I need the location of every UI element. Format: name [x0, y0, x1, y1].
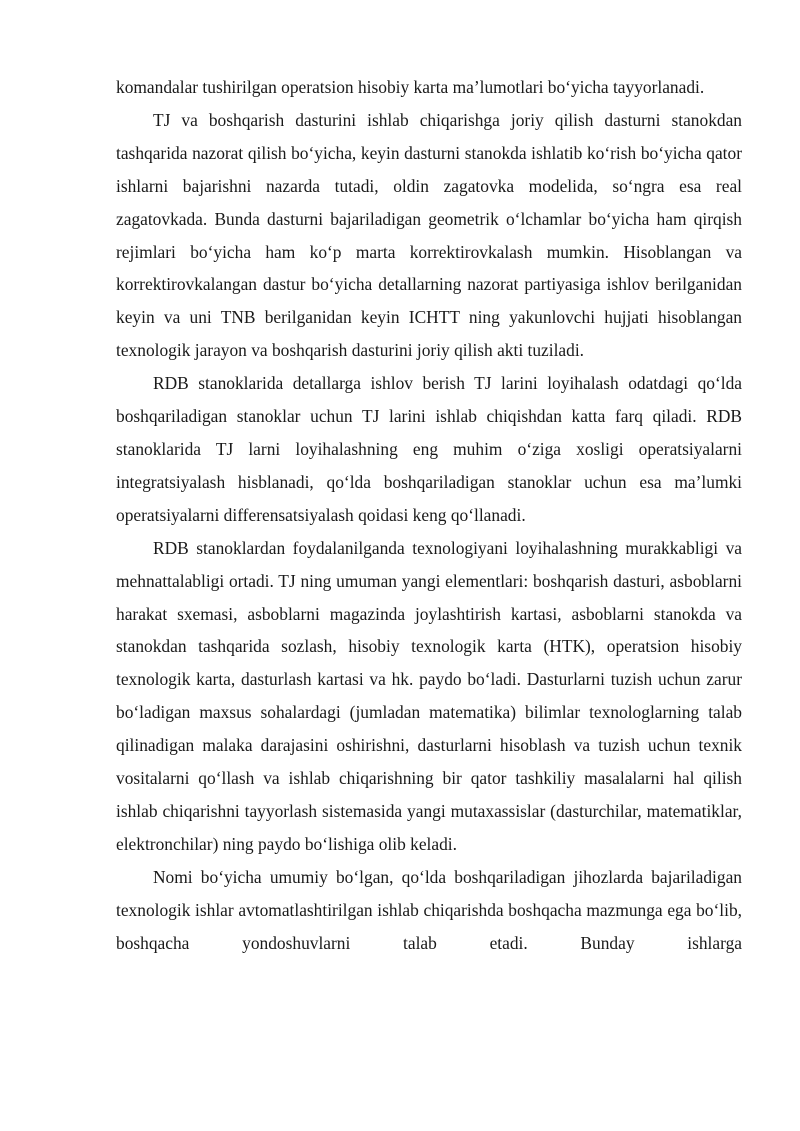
- paragraph-continuation: komandalar tushirilgan operatsion hisobiy karta ma’lumotlari bo‘yicha tayyorlanadi.: [116, 77, 705, 97]
- paragraph-automated-production: Nomi bo‘yicha umumiy bo‘lgan, qo‘lda boshqariladigan jihozlarda bajariladigan texnologik ishlar avtomatlashtirilgan ishlab chiqarishda boshqacha mazmunga ega bo‘lib, boshqacha yondoshuvlarni talab etadi. Bunday ishlarga: [116, 866, 742, 953]
- document-page: [116, 71, 742, 959]
- paragraph-rdb-complexity: RDB stanoklardan foydalanilganda texnologiyani loyihalashning murakkabligi va mehnattalabligi ortadi. TJ ning umuman yangi elementlari: boshqarish dasturi, asboblarni harakat sxemasi, asboblarni magazinda joylashtirish kartasi, asboblarni stanokda va stanokdan tashqarida sozlash, hisobiy texnologik karta (HTK), operatsion hisobiy texnologik karta, dasturlash kartasi va hk. paydo bo‘ladi. Dasturlarni tuzish uchun zarur bo‘ladigan maxsus sohalardagi (jumladan matematika) bilimlar texnologlarning talab qilinadigan malaka darajasini oshirishni, dasturlarni hisoblash va tuzish uchun texnik vositalarni qo‘llash va ishlab chiqarishning bir qator tashkiliy masalalarni hal qilish ishlab chiqarishni tayyorlash sistemasida yangi mutaxassislar (dasturchilar, matematiklar, elektronchilar) ning paydo bo‘lishiga olib keladi.: [116, 537, 742, 854]
- paragraph-rdb-design-difference: RDB stanoklarida detallarga ishlov berish TJ larini loyihalash odatdagi qo‘lda boshqariladigan stanoklar uchun TJ larini ishlab chiqishdan katta farq qiladi. RDB stanoklarida TJ larni loyihalashning eng muhim o‘ziga xosligi operatsiyalarni integratsiyalash hisblanadi, qo‘lda boshqariladigan stanoklar uchun esa ma’lumki operatsiyalarni differensatsiyalash qoidasi keng qo‘llanadi.: [116, 373, 742, 525]
- paragraph-program-implementation: TJ va boshqarish dasturini ishlab chiqarishga joriy qilish dasturni stanokdan tashqarida nazorat qilish bo‘yicha, keyin dasturni stanokda ishlatib ko‘rish bo‘yicha qator ishlarni bajarishni nazarda tutadi, oldin zagatovka modelida, so‘ngra esa real zagatovkada. Bunda dasturni bajariladigan geometrik o‘lchamlar bo‘yicha ham qirqish rejimlari bo‘yicha ham ko‘p marta korrektirovkalash mumkin. Hisoblangan va korrektirovkalangan dastur bo‘yicha detallarning nazorat partiyasiga ishlov berilganidan keyin va uni TNB berilganidan keyin ICHTT ning yakunlovchi hujjati hisoblangan texnologik jarayon va boshqarish dasturini joriy qilish akti tuziladi.: [116, 109, 742, 361]
